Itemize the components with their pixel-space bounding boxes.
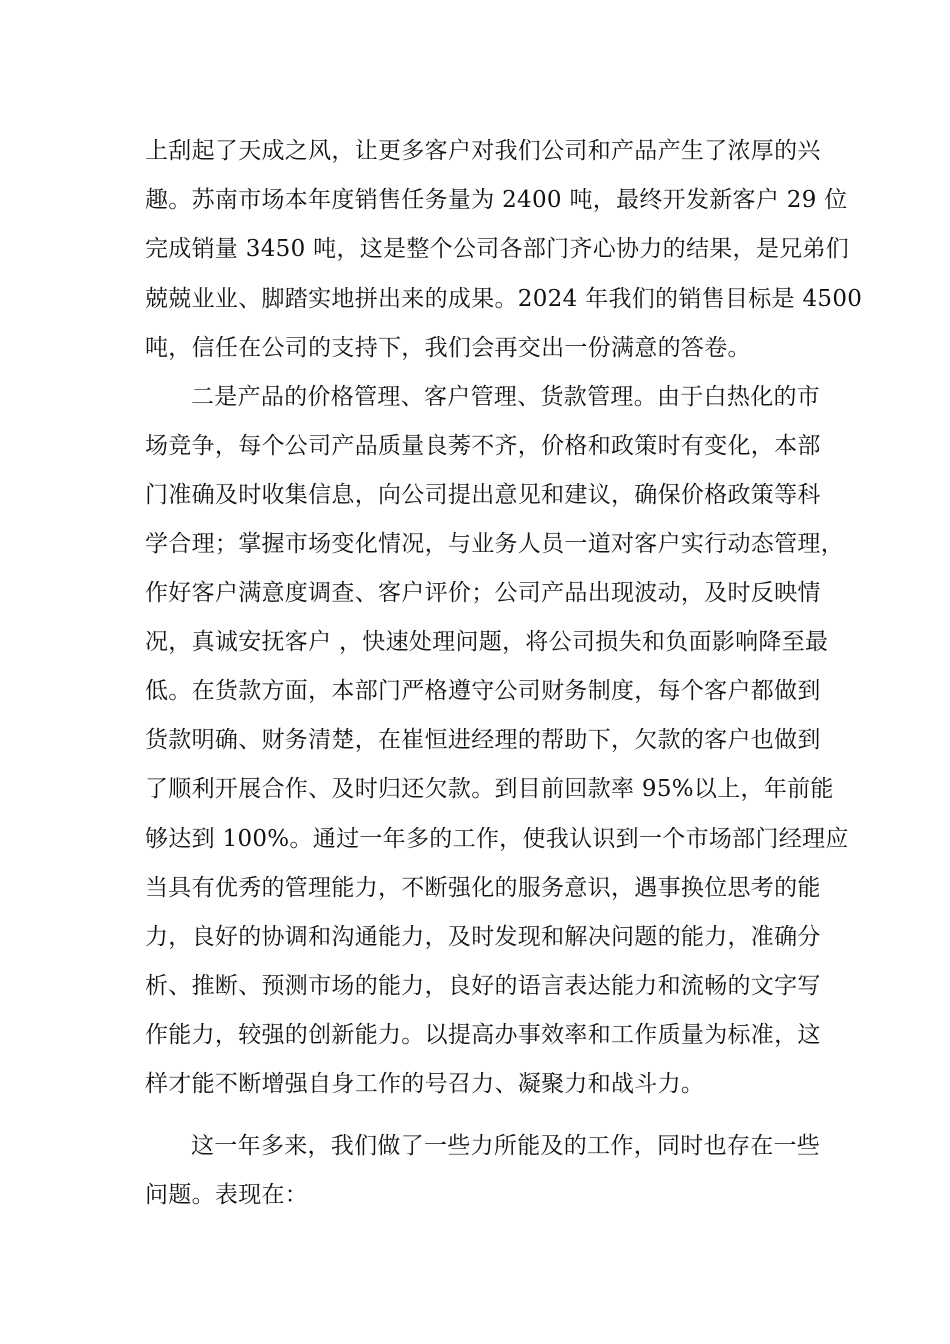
text-line: 学合理；掌握市场变化情况，与业务人员一道对客户实行动态管理， [145, 531, 844, 557]
text-line: 当具有优秀的管理能力，不断强化的服务意识，遇事换位思考的能 [145, 875, 821, 901]
text-line: 样才能不断增强自身工作的号召力、凝聚力和战斗力。 [145, 1071, 705, 1097]
text-line: 场竞争，每个公司产品质量良莠不齐，价格和政策时有变化，本部 [145, 433, 821, 459]
text-line: 力，良好的协调和沟通能力，及时发现和解决问题的能力，准确分 [145, 924, 821, 950]
text-line: 况，真诚安抚客户 ，快速处理问题，将公司损失和负面影响降至最 [145, 629, 829, 655]
text-line: 了顺利开展合作、及时归还欠款。到目前回款率 95%以上，年前能 [145, 776, 834, 802]
text-line: 门准确及时收集信息，向公司提出意见和建议，确保价格政策等科 [145, 482, 821, 508]
text-line: 问题。表现在： [145, 1182, 309, 1208]
text-line: 二是产品的价格管理、客户管理、货款管理。由于白热化的市 [191, 384, 821, 410]
text-line: 完成销量 3450 吨，这是整个公司各部门齐心协力的结果，是兄弟们 [145, 236, 850, 262]
text-line: 上刮起了天成之风，让更多客户对我们公司和产品产生了浓厚的兴 [145, 138, 821, 164]
text-line: 吨，信任在公司的支持下，我们会再交出一份满意的答卷。 [145, 335, 751, 361]
text-line: 货款明确、财务清楚，在崔恒进经理的帮助下，欠款的客户也做到 [145, 727, 821, 753]
text-line: 趣。苏南市场本年度销售任务量为 2400 吨，最终开发新客户 29 位 [145, 187, 848, 213]
text-line: 够达到 100%。通过一年多的工作，使我认识到一个市场部门经理应 [145, 826, 849, 852]
text-line: 析、推断、预测市场的能力，良好的语言表达能力和流畅的文字写 [145, 973, 821, 999]
text-line: 作能力，较强的创新能力。以提高办事效率和工作质量为标准，这 [145, 1022, 821, 1048]
text-line: 兢兢业业、脚踏实地拼出来的成果。2024 年我们的销售目标是 4500 [145, 286, 863, 312]
text-line: 低。在货款方面，本部门严格遵守公司财务制度，每个客户都做到 [145, 678, 821, 704]
text-line: 作好客户满意度调查、客户评价；公司产品出现波动，及时反映情 [145, 580, 821, 606]
text-line: 这一年多来，我们做了一些力所能及的工作，同时也存在一些 [191, 1133, 821, 1159]
